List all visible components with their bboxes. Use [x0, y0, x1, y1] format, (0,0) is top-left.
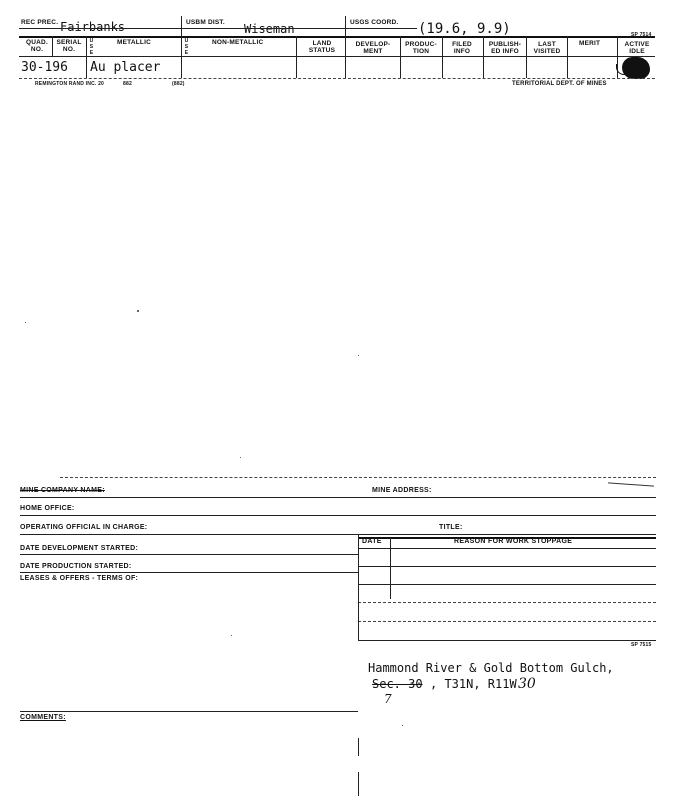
col-quad-no: QUAD. NO. — [26, 39, 48, 53]
col-land-status: LAND STATUS — [308, 40, 336, 54]
rec-prec-label: REC PREC. — [21, 19, 59, 26]
usgs-coord-label: USGS COORD. — [350, 19, 399, 26]
home-office-label: HOME OFFICE: — [20, 505, 75, 512]
col-filed-info: FILED INFO — [452, 41, 472, 55]
usbm-dist-value: Wiseman — [244, 22, 295, 36]
form-code-bottom: SP 7515 — [631, 642, 652, 648]
mine-address-label: MINE ADDRESS: — [372, 487, 432, 494]
col-production: PRODUC- TION — [405, 41, 437, 55]
dept-imprint: TERRITORIAL DEPT. OF MINES — [512, 81, 607, 87]
active-mark-icon — [622, 57, 650, 79]
col-non-metallic: NON-METALLIC — [212, 39, 264, 46]
col-merit: MERIT — [579, 40, 601, 47]
row-quad-serial: 30-196 — [21, 60, 68, 75]
location-line-2-struck: Sec. 30 — [372, 677, 423, 691]
col-active-idle: ACTIVE IDLE — [624, 41, 650, 55]
col-development: DEVELOP- MENT — [355, 41, 391, 55]
form-code-top: SP 7514 — [631, 32, 652, 38]
printer-code-2: (882) — [172, 81, 185, 87]
stoppage-reason-header: REASON FOR WORK STOPPAGE — [454, 538, 573, 545]
printer-code: 882 — [123, 81, 132, 87]
usbm-dist-label: USBM DIST. — [186, 19, 225, 26]
location-line-1: Hammond River & Gold Bottom Gulch, — [368, 661, 614, 675]
comments-label: COMMENTS: — [20, 714, 66, 721]
operating-official-label: OPERATING OFFICIAL IN CHARGE: — [20, 524, 148, 531]
stoppage-date-header: DATE — [362, 538, 382, 545]
title-label: TITLE: — [439, 524, 463, 531]
col-use-metallic: U S E — [89, 38, 94, 56]
col-last-visited: LAST VISITED — [533, 41, 561, 55]
rec-prec-value: Fairbanks — [60, 20, 126, 34]
handwritten-30: 30 — [518, 676, 536, 692]
col-published-info: PUBLISH- ED INFO — [488, 41, 522, 55]
date-development-started-label: DATE DEVELOPMENT STARTED: — [20, 545, 139, 552]
row-metallic: Au placer — [90, 60, 161, 75]
handwritten-7: 7 — [384, 692, 392, 706]
col-serial-no: SERIAL NO. — [56, 39, 82, 53]
printer-imprint: REMINGTON RAND INC. 20 — [35, 81, 105, 87]
col-metallic: METALLIC — [117, 39, 151, 46]
mine-company-name-label: MINE COMPANY NAME: — [20, 487, 105, 494]
leases-offers-label: LEASES & OFFERS - TERMS OF: — [20, 575, 139, 582]
location-line-2-rest: , T31N, R11W — [430, 677, 517, 691]
col-use-nonmetallic: U S E — [184, 38, 189, 56]
date-production-started-label: DATE PRODUCTION STARTED: — [20, 563, 132, 570]
usgs-coord-value: (19.6, 9.9) — [418, 21, 511, 37]
